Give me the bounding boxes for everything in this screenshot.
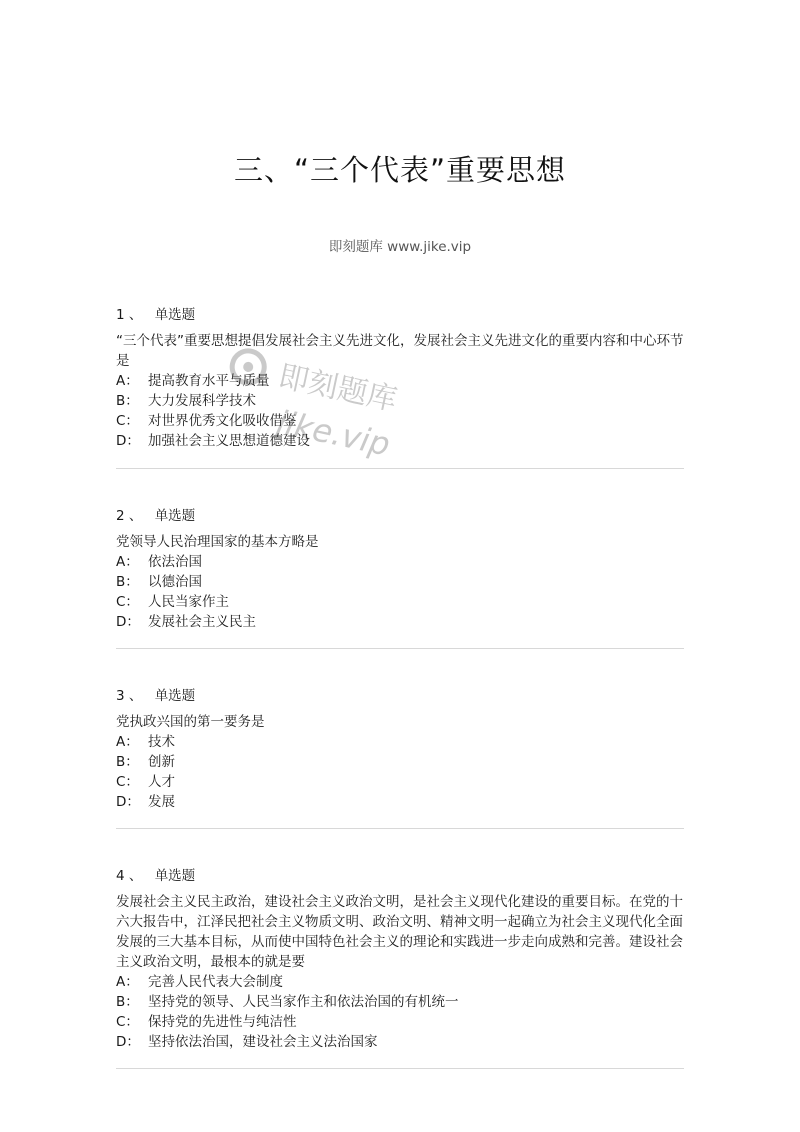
option-b[interactable] bbox=[116, 572, 686, 592]
page-subtitle: 即刻题库 www.jike.vip bbox=[328, 239, 472, 255]
question-number: 2 、 bbox=[116, 508, 143, 524]
question-type: 单选题 bbox=[154, 508, 196, 524]
option-letter: B： bbox=[116, 994, 139, 1010]
divider bbox=[116, 1068, 684, 1069]
question-type: 单选题 bbox=[154, 307, 196, 323]
option-letter: A： bbox=[116, 734, 139, 750]
question-item bbox=[116, 686, 686, 812]
option-letter: D： bbox=[116, 794, 140, 810]
option-letter: B： bbox=[116, 574, 139, 590]
question-stem: 党领导人民治理国家的基本方略是 bbox=[116, 534, 319, 550]
option-text: 坚持党的领导、人民当家作主和依法治国的有机统一 bbox=[148, 994, 459, 1010]
option-d[interactable] bbox=[116, 612, 686, 632]
option-d[interactable] bbox=[116, 792, 686, 812]
question-type: 单选题 bbox=[154, 688, 196, 704]
question-header bbox=[116, 866, 686, 886]
option-a[interactable] bbox=[116, 552, 686, 572]
question-number: 1 、 bbox=[116, 307, 143, 323]
option-text: 对世界优秀文化吸收借鉴 bbox=[148, 413, 297, 429]
option-b[interactable] bbox=[116, 992, 686, 1012]
question-stem: 党执政兴国的第一要务是 bbox=[116, 714, 265, 730]
question-number: 4 、 bbox=[116, 868, 143, 884]
option-text: 坚持依法治国，建设社会主义法治国家 bbox=[148, 1034, 378, 1050]
option-d[interactable] bbox=[116, 431, 686, 451]
option-c[interactable] bbox=[116, 1012, 686, 1032]
option-letter: B： bbox=[116, 754, 139, 770]
option-b[interactable] bbox=[116, 391, 686, 411]
option-text: 加强社会主义思想道德建设 bbox=[148, 433, 310, 449]
option-c[interactable] bbox=[116, 772, 686, 792]
option-text: 创新 bbox=[148, 754, 175, 770]
option-letter: D： bbox=[116, 433, 140, 449]
option-c[interactable] bbox=[116, 411, 686, 431]
option-text: 依法治国 bbox=[148, 554, 202, 570]
option-letter: B： bbox=[116, 393, 139, 409]
divider bbox=[116, 468, 684, 469]
option-text: 发展 bbox=[148, 794, 175, 810]
option-letter: D： bbox=[116, 614, 140, 630]
divider bbox=[116, 828, 684, 829]
question-item bbox=[116, 305, 686, 451]
option-letter: A： bbox=[116, 373, 139, 389]
option-a[interactable] bbox=[116, 972, 686, 992]
option-letter: C： bbox=[116, 413, 139, 429]
option-letter: C： bbox=[116, 1014, 139, 1030]
option-letter: C： bbox=[116, 774, 139, 790]
watermark-text-2: jike.vip bbox=[273, 402, 394, 464]
option-text: 发展社会主义民主 bbox=[148, 614, 256, 630]
question-header bbox=[116, 506, 686, 526]
option-letter: A： bbox=[116, 554, 139, 570]
option-b[interactable] bbox=[116, 752, 686, 772]
question-item bbox=[116, 866, 686, 1052]
question-stem: “三个代表”重要思想提倡发展社会主义先进文化，发展社会主义先进文化的重要内容和中心环节是 bbox=[116, 333, 684, 369]
option-text: 技术 bbox=[148, 734, 175, 750]
option-d[interactable] bbox=[116, 1032, 686, 1052]
option-text: 完善人民代表大会制度 bbox=[148, 974, 283, 990]
question-stem: 发展社会主义民主政治，建设社会主义政治文明，是社会主义现代化建设的重要目标。在党的十六大报告中，江泽民把社会主义物质文明、政治文明、精神文明一起确立为社会主义现代化全面发展的三大基本目标，从而使中国特色社会主义的理论和实践进一步走向成熟和完善。建设社会主义政治文明，最根本的就是要 bbox=[116, 894, 683, 970]
option-letter: D： bbox=[116, 1034, 140, 1050]
divider bbox=[116, 648, 684, 649]
option-text: 大力发展科学技术 bbox=[148, 393, 256, 409]
option-text: 人民当家作主 bbox=[148, 594, 229, 610]
option-text: 人才 bbox=[148, 774, 175, 790]
option-text: 提高教育水平与质量 bbox=[148, 373, 270, 389]
question-type: 单选题 bbox=[154, 868, 196, 884]
option-c[interactable] bbox=[116, 592, 686, 612]
question-item bbox=[116, 506, 686, 632]
watermark-text-1: 即刻题库 bbox=[275, 358, 401, 419]
question-number: 3 、 bbox=[116, 688, 143, 704]
option-a[interactable] bbox=[116, 732, 686, 752]
page-title: 三、“三个代表”重要思想 bbox=[233, 153, 567, 187]
option-letter: C： bbox=[116, 594, 139, 610]
question-header bbox=[116, 686, 686, 706]
question-header bbox=[116, 305, 686, 325]
option-text: 以德治国 bbox=[148, 574, 202, 590]
option-text: 保持党的先进性与纯洁性 bbox=[148, 1014, 297, 1030]
option-a[interactable] bbox=[116, 371, 686, 391]
option-letter: A： bbox=[116, 974, 139, 990]
